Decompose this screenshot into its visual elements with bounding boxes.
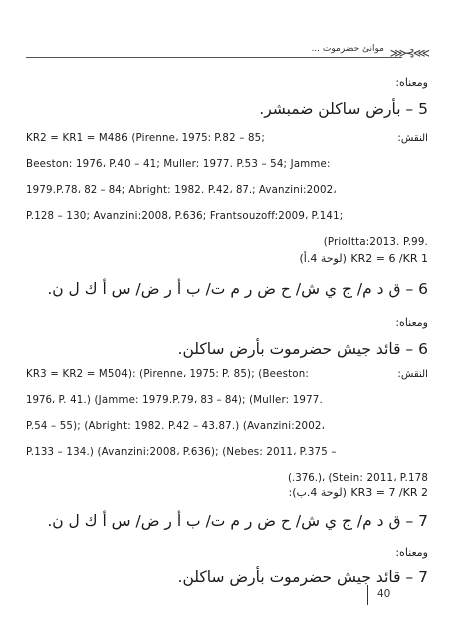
plate-caption-4a: KR2 = 6 /KR 1 (لوحة 4.أ): [299, 252, 428, 265]
inscription-transliteration-7: 7 – ق د م/ ج ي ش/ ح ض ر م ت/ ب أ ر ض/ س أ ك ل ن.: [47, 512, 428, 530]
reference-line: KR2 = KR1 = M486 (Pirenne، 1975: P.82 – 85; النقش:: [26, 133, 428, 144]
plate-caption-4b: KR3 = 7 /KR 2 (لوحة 4.ب):: [288, 486, 428, 499]
reference-line: (Prioltta:2013. P.99.: [323, 237, 428, 248]
references-kr3: [26, 362, 428, 492]
references-kr2: [26, 126, 428, 256]
reference-line: 1976، P. 41.) (Jamme: 1979.P.79، 83 – 84); (Muller: 1977.: [26, 395, 323, 406]
meaning-label-1: ومعناه:: [395, 76, 428, 89]
inscription-meaning-7: 7 – قائد جيش حضرموت بأرض ساكلن.: [177, 568, 428, 586]
running-header: [26, 38, 428, 60]
meaning-label-3: ومعناه:: [395, 546, 428, 559]
reference-line: 1979.P.78، 82 – 84; Abright: 1982. P.42، 87.; Avanzini:2002،: [26, 185, 337, 196]
page-number: 40: [377, 588, 391, 600]
header-ornament: ⋙⊰⋘: [389, 46, 428, 60]
header-rule: [26, 57, 402, 58]
inscription-meaning-6: 6 – قائد جيش حضرموت بأرض ساكلن.: [177, 340, 428, 358]
reference-line: Beeston: 1976، P.40 – 41; Muller: 1977. P.53 – 54; Jamme:: [26, 159, 331, 170]
reference-line: P.133 – 134.) (Avanzini:2008، P.636); (Nebes: 2011، P.375 –: [26, 447, 337, 458]
reference-line: KR3 = KR2 = M504): (Pirenne، 1975: P. 85); (Beeston: النقش:: [26, 369, 428, 380]
inscription-meaning-5: 5 – بأرض ساكلن ضمبشر.: [259, 100, 428, 118]
inscription-transliteration-6: 6 – ق د م/ ج ي ش/ ح ض ر م ت/ ب أ ر ض/ س أ ك ل ن.: [47, 280, 428, 298]
reference-line: P.128 – 130; Avanzini:2008، P.636; Frantsouzoff:2009، P.141;: [26, 211, 344, 222]
reference-line: (.376.)، (Stein: 2011، P.178: [288, 473, 428, 484]
footer-bar: [367, 585, 368, 605]
page-footer: [367, 583, 427, 607]
meaning-label-2: ومعناه:: [395, 316, 428, 329]
reference-line: P.54 – 55); (Abright: 1982. P.42 – 43.87.) (Avanzini:2002،: [26, 421, 325, 432]
header-title: موانئ حضرموت ...: [311, 44, 384, 54]
